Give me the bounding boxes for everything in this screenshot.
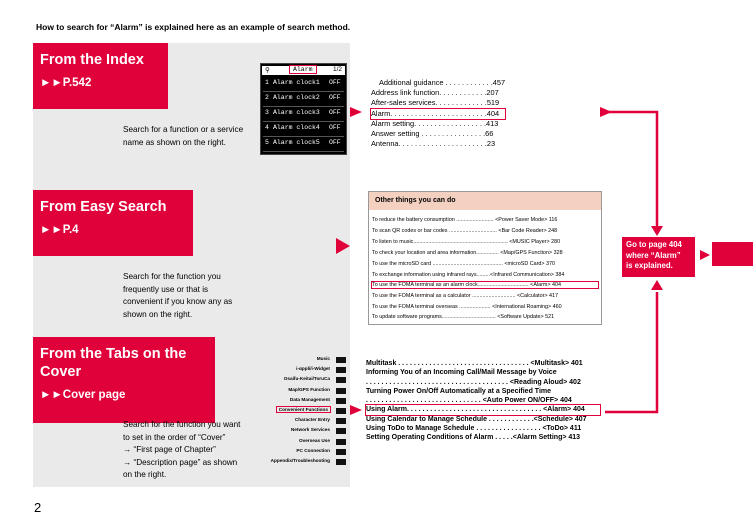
phone-list-item: 3 Alarm clock3 OFF [263, 106, 344, 122]
index-line: Additional guidance . . . . . . . . . . . .457 [379, 78, 506, 87]
phone-list-item: 1 Alarm clock1 OFF [263, 76, 344, 92]
other-things-line: To use the microSD card ............................................... <microSD Card> 370 [372, 261, 556, 267]
cover-tab: Data Management [251, 397, 346, 407]
phone-list-item: 4 Alarm clock4 OFF [263, 121, 344, 137]
arrow-right-icon [336, 238, 350, 254]
panel-title: From Easy Search [40, 199, 167, 215]
panel-desc: Search for the function you want to set in the order of “Cover” → “First page of Chapter” → “Description page” as shown on the right. [123, 420, 241, 479]
menu-line: . . . . . . . . . . . . . . . . . . . . . . . . . . . . . . <Auto Power ON/OFF> 404 [366, 397, 572, 405]
phone-list-item: 5 Alarm clock5 OFF [263, 136, 344, 152]
index-line-highlighted: Alarm. . . . . . . . . . . . . . . . . . . . . . . .404 [371, 109, 505, 119]
search-icon: ⚲ [265, 67, 270, 74]
cover-tab: PC Connection [251, 448, 346, 458]
menu-line: Using ToDo to Manage Schedule . . . . . . . . . . . . . . . . . <ToDo> 411 [366, 425, 582, 433]
index-line: Answer setting . . . . . . . . . . . . . . . .66 [371, 129, 494, 139]
edge-tab [712, 242, 753, 266]
other-things-line: To exchange information using infrared rays.........<Infrared Communication> 384 [372, 272, 565, 278]
connector-line [605, 112, 657, 228]
panel-title: From the Index [40, 52, 144, 68]
menu-line: . . . . . . . . . . . . . . . . . . . . . . . . . . . . . . . . . . . . . <Reading Aloud> 402 [366, 378, 581, 386]
other-things-line: To reduce the battery consumption ......................... <Power Saver Mode> 116 [372, 217, 558, 223]
other-things-line: To update software programs.................................... <Software Update> 521 [372, 314, 555, 320]
other-things-line: To use the FOMA terminal overseas ..................... <International Roaming> 460 [372, 304, 562, 310]
cover-tab: Map/GPS Function [251, 387, 346, 397]
page-number: 2 [34, 500, 42, 515]
phone-page-indicator: 1/2 [332, 66, 342, 73]
panel-desc: Search for a function or a service name as shown on the right. [123, 125, 244, 147]
index-line: After-sales services. . . . . . . . . . . . .519 [371, 98, 500, 108]
cover-tab: Character Entry [251, 417, 346, 427]
intro-text: How to search for “Alarm” is explained here as an example of search method. [36, 22, 351, 32]
other-things-header: Other things you can do [369, 192, 601, 210]
menu-line: Turning Power On/Off Automatically at a Specified Time [366, 387, 552, 395]
goto-callout: Go to page 404 where “Alarm” is explained. [622, 237, 695, 277]
other-things-line: To use the FOMA terminal as a calculator ............................. <Calculator> 417 [372, 293, 559, 299]
other-things-line: To check your location and area information............... <Map/GPS Function> 328 [372, 250, 563, 256]
cover-tab: Osaifu-Keitai/ToruCa [251, 376, 346, 386]
arrow-down-icon [651, 226, 663, 236]
panel-ref: ►►P.542 [40, 77, 92, 89]
menu-line: Informing You of an Incoming Call/Mail Message by Voice [366, 369, 557, 377]
arrow-right-icon [350, 405, 362, 415]
phone-list-item: 2 Alarm clock2 OFF [263, 91, 344, 107]
arrow-up-icon [651, 280, 663, 290]
panel-title: From the Tabs on the Cover [40, 346, 187, 380]
cover-tab: i-αppli/i-Widget [251, 366, 346, 376]
arrow-right-icon [600, 107, 612, 117]
panel-ref: ►►P.4 [40, 224, 79, 236]
menu-line: Using Calendar to Manage Schedule . . . . . . . . . . . .<Schedule> 407 [366, 415, 587, 423]
arrow-right-icon [700, 250, 710, 260]
arrow-right-icon [350, 107, 362, 117]
connector-line [605, 292, 657, 412]
phone-search-text: Alarm [289, 65, 317, 74]
index-line: Address link function. . . . . . . . . . . .207 [371, 88, 499, 98]
cover-tab-highlighted: Convenient Functions [251, 407, 346, 417]
panel-ref: ►►Cover page [40, 389, 126, 401]
cover-tab: Overseas Use [251, 438, 346, 448]
other-things-line: To scan QR codes or bar codes ................................ <Bar Code Reader> 248 [372, 228, 558, 234]
menu-line-highlighted: Using Alarm. . . . . . . . . . . . . . . . . . . . . . . . . . . . . . . . . . . <Alarm> 404 [366, 405, 600, 414]
cover-tab: Network Services [251, 427, 346, 437]
other-things-line-highlighted: To use the FOMA terminal as an alarm clock.................................. <Alarm> 404 [372, 282, 598, 288]
cover-tab: Appendix/Troubleshooting [251, 458, 346, 468]
index-line: Antenna. . . . . . . . . . . . . . . . . . . . . .23 [371, 139, 496, 149]
other-things-line: To listen to music............................................................... <MUSIC Player> 280 [372, 239, 561, 245]
cover-tab: Music [251, 356, 346, 366]
panel-desc: Search for the function you frequently use or that is convenient if you know any as shown on the right. [123, 272, 233, 319]
menu-line: Multitask . . . . . . . . . . . . . . . . . . . . . . . . . . . . . . . . . . <Multitask> 401 [366, 360, 583, 367]
index-line: Alarm setting. . . . . . . . . . . . . . . . . .413 [371, 118, 499, 128]
menu-line: Setting Operating Conditions of Alarm . . . . .<Alarm Setting> 413 [366, 434, 581, 442]
